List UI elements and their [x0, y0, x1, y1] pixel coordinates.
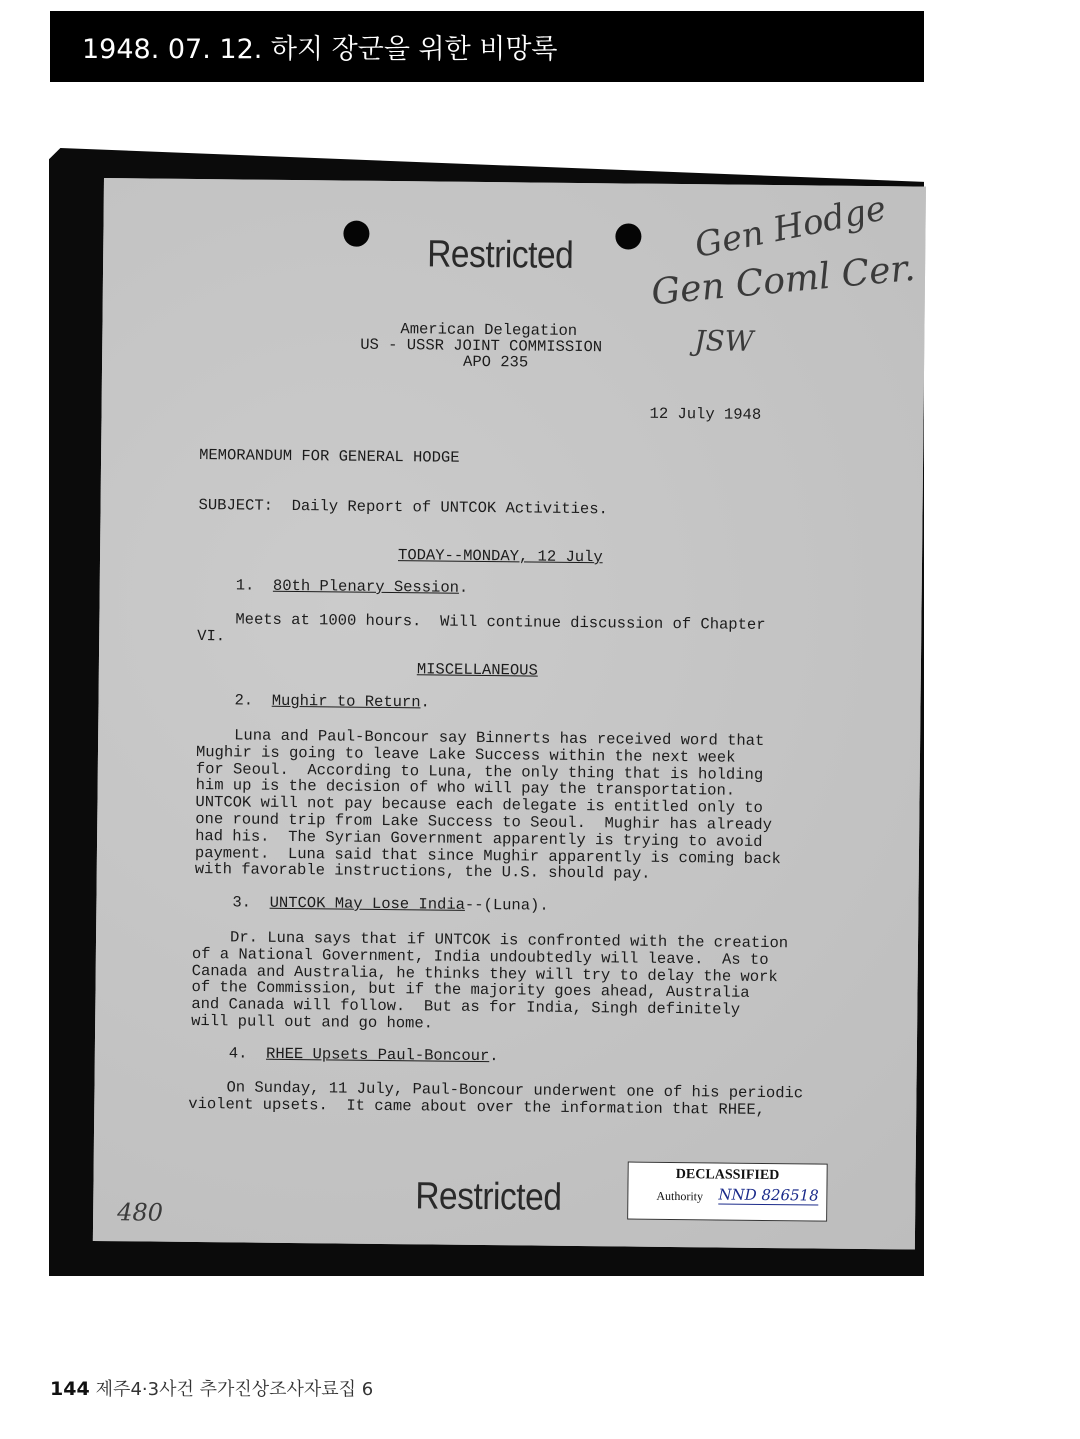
authority-label: Authority [656, 1188, 704, 1204]
page-title: 1948. 07. 12. 하지 장군을 위한 비망록 [82, 34, 558, 65]
page-footer [50, 1375, 373, 1401]
item-suffix: . [420, 693, 430, 712]
item-title: Mughir to Return [271, 691, 421, 712]
restricted-stamp-bottom: Restricted [415, 1175, 562, 1219]
memo-document [93, 178, 926, 1250]
handwriting-routing: Gen Coml Cer. [649, 247, 917, 314]
item-2-heading [234, 692, 430, 711]
handwriting-initials: JSW [694, 324, 754, 358]
memo-subject [198, 497, 607, 518]
item-number: 2. [234, 691, 254, 710]
item-3-heading [232, 894, 548, 914]
org-line: APO 235 [463, 352, 529, 372]
item-number: 4. [228, 1044, 248, 1063]
handwriting-gen-hodge: Gen Hodge [691, 188, 890, 266]
handwritten-page-mark: 480 [117, 1198, 164, 1227]
authority-number: NND 826518 [718, 1185, 819, 1205]
item-4-heading [229, 1045, 499, 1065]
item-1-heading [236, 577, 469, 596]
item-number: 3. [232, 893, 252, 912]
subject-text: Daily Report of UNTCOK Activities. [291, 496, 608, 519]
declassified-title: DECLASSIFIED [675, 1167, 780, 1184]
item-number: 1. [235, 576, 255, 595]
item-suffix: . [458, 578, 469, 597]
org-line: American Delegation [400, 320, 578, 340]
today-heading: TODAY--MONDAY, 12 July [397, 546, 603, 567]
item-3-body: Dr. Luna says that if UNTCOK is confronted with the creation of a National Government, India undoubtedly will leave. As to Canada and Australia, he thinks they will try to delay the work of the Commission, but if the majority goes ahead, Australia and Canada will follow. But as for India, Singh definitely will pull out and go home. [191, 928, 789, 1033]
item-title: 80th Plenary Session [272, 576, 460, 597]
punch-hole [343, 221, 369, 247]
restricted-stamp-top: Restricted [426, 233, 574, 277]
memo-date: 12 July 1948 [649, 404, 762, 424]
subject-label: SUBJECT: [198, 496, 274, 515]
item-4-body: On Sunday, 11 July, Paul-Boncour underwent one of his periodic violent upsets. It came about over the information that RHEE, [188, 1078, 804, 1119]
page-number: 144 [50, 1378, 90, 1400]
book-title: 제주4·3사건 추가진상조사자료집 6 [95, 1379, 374, 1400]
org-line: US - USSR JOINT COMMISSION [360, 335, 603, 357]
page-header [50, 11, 924, 82]
item-suffix: --(Luna). [464, 895, 549, 915]
declassified-stamp [627, 1162, 828, 1222]
item-title: UNTCOK May Lose India [269, 893, 466, 914]
memo-recipient: MEMORANDUM FOR GENERAL HODGE [199, 446, 460, 467]
item-2-body: Luna and Paul-Boncour say Binnerts has received word that Mughir is going to leave Lake Success within the next week for Seoul. According to Luna, the only thing that is holding him up is the decision of who will pay the transportation. UNTCOK will not pay because each delegate is entitled only to one round trip from Lake Success to Seoul. Mughir has already had his. The Syrian Government apparently is trying to avoid payment. Luna said that since Mughir apparently is coming back with favorable instructions, the U.S. should pay. [194, 726, 782, 884]
item-title: RHEE Upsets Paul-Boncour [265, 1044, 490, 1066]
punch-hole [615, 223, 641, 249]
item-suffix: . [489, 1047, 499, 1066]
item-1-body: Meets at 1000 hours. Will continue discussion of Chapter VI. [197, 610, 766, 646]
misc-heading: MISCELLANEOUS [416, 660, 538, 680]
